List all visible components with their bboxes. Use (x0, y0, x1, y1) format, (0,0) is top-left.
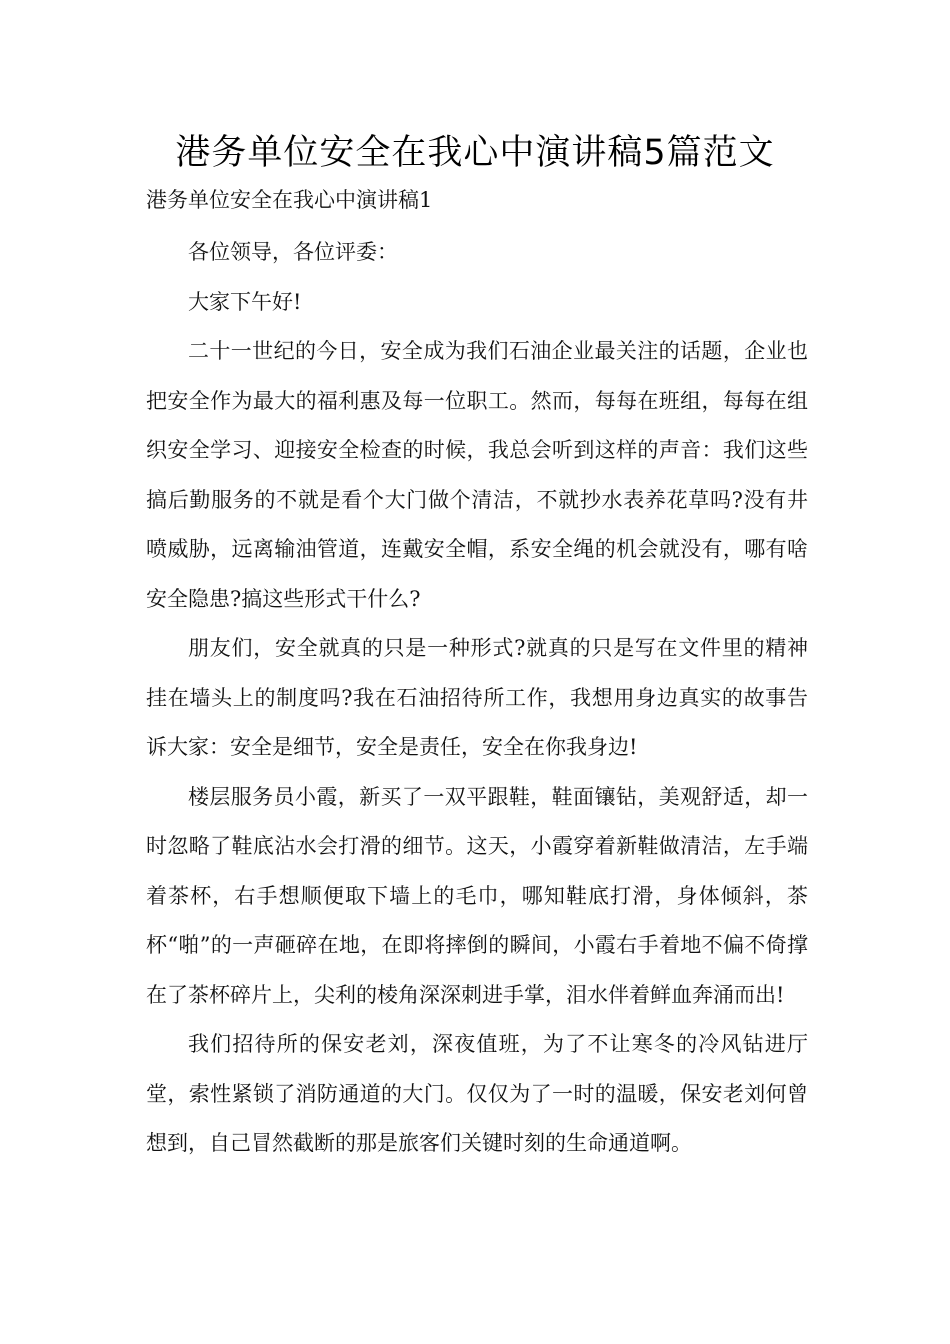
section-title: 港务单位安全在我心中演讲稿1 (146, 188, 433, 212)
paragraph: 二十一世纪的今日，安全成为我们石油企业最关注的话题，企业也把安全作为最大的福利惠及每一位职工。然而，每每在班组，每每在组织安全学习、迎接安全检查的时候，我总会听到这样的声音：我们这些搞后勤服务的不就是看个大门做个清洁，不就抄水表养花草吗?没有井喷威胁，远离输油管道，连戴安全帽，系安全绳的机会就没有，哪有啥安全隐患?搞这些形式干什么? (146, 339, 808, 611)
paragraph-salutation: 各位领导，各位评委： (188, 240, 398, 264)
document-body (146, 228, 808, 1169)
paragraph: 楼层服务员小霞，新买了一双平跟鞋，鞋面镶钻，美观舒适，却一时忽略了鞋底沾水会打滑的细节。这天，小霞穿着新鞋做清洁，左手端着茶杯，右手想顺便取下墙上的毛巾，哪知鞋底打滑，身体倾斜，茶杯“啪”的一声砸碎在地，在即将摔倒的瞬间，小霞右手着地不偏不倚撑在了茶杯碎片上，尖利的棱角深深刺进手掌，泪水伴着鲜血奔涌而出! (146, 784, 808, 1007)
document-title: 港务单位安全在我心中演讲稿5篇范文 (175, 133, 775, 173)
paragraph-greeting: 大家下午好! (188, 289, 302, 314)
paragraph: 我们招待所的保安老刘，深夜值班，为了不让寒冬的冷风钻进厅堂，索性紧锁了消防通道的大门。仅仅为了一时的温暖，保安老刘何曾想到，自己冒然截断的那是旅客们关键时刻的生命通道啊。 (146, 1032, 808, 1155)
paragraph: 朋友们，安全就真的只是一种形式?就真的只是写在文件里的精神挂在墙头上的制度吗?我在石油招待所工作，我想用身边真实的故事告诉大家：安全是细节，安全是责任，安全在你我身边! (146, 636, 808, 759)
